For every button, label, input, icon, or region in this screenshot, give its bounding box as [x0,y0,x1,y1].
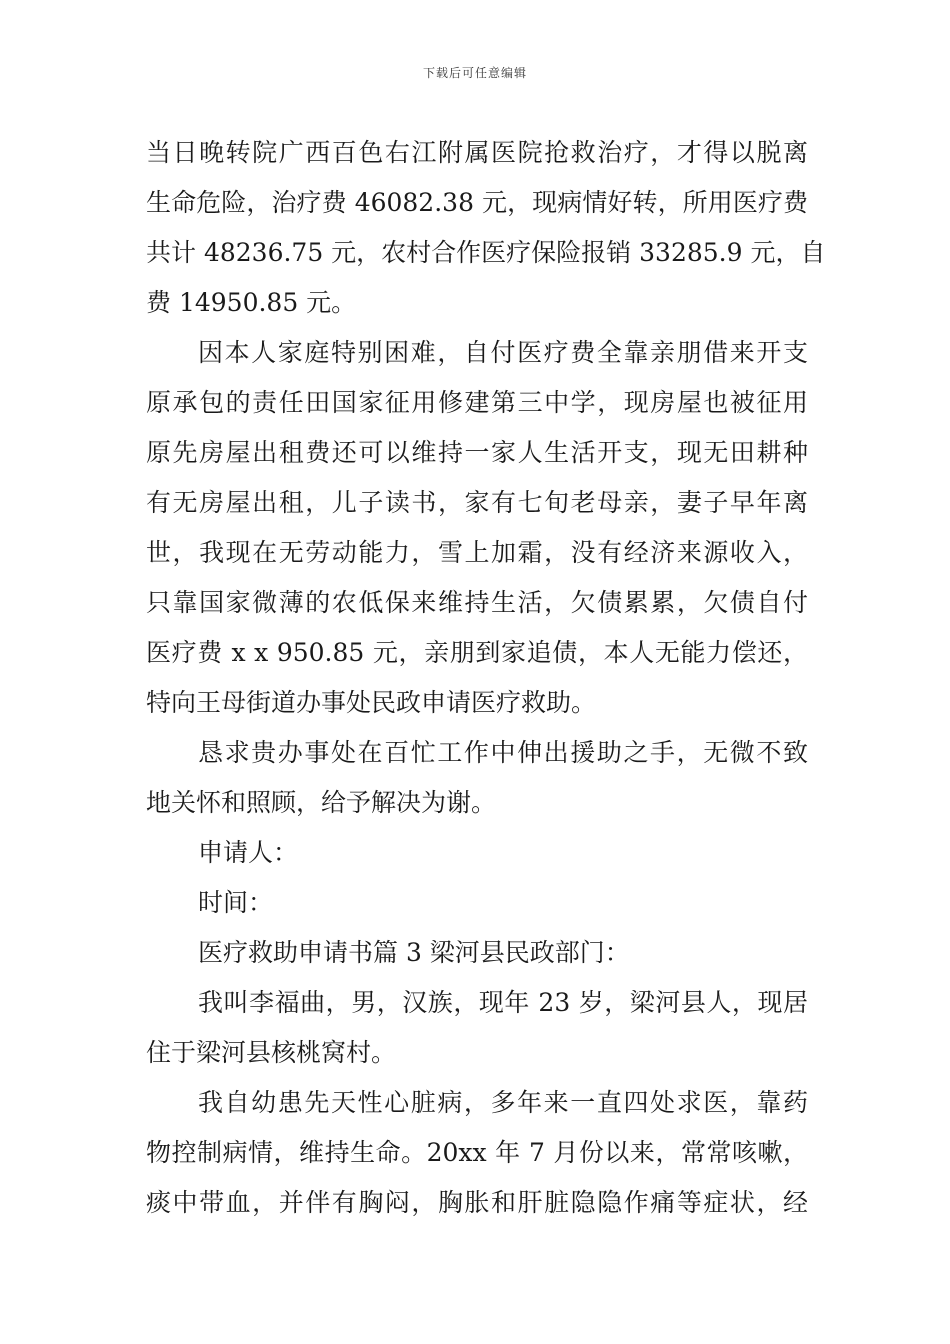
paragraph-line: 共计 48236.75 元，农村合作医疗保险报销 33285.9 元，自 [146,238,826,267]
paragraph-line: 特向王母街道办事处民政申请医疗救助。 [146,688,597,717]
paragraph-line: 物控制病情，维持生命。20xx 年 7 月份以来，常常咳嗽， [146,1138,808,1167]
time-label: 时间： [198,888,274,917]
document-body [146,128,826,1228]
paragraph-line: 当日晚转院广西百色右江附属医院抢救治疗，才得以脱离 [146,138,808,167]
paragraph-line: 有无房屋出租，儿子读书，家有七旬老母亲，妻子早年离 [146,488,808,517]
paragraph-line: 生命危险，治疗费 46082.38 元，现病情好转，所用医疗费 [146,188,808,217]
paragraph-line: 我叫李福曲，男，汉族，现年 23 岁，梁河县人，现居 [198,988,808,1017]
paragraph-4 [146,978,808,1078]
paragraph-1 [146,128,826,328]
paragraph-line: 痰中带血，并伴有胸闷，胸胀和肝脏隐隐作痛等症状，经 [146,1188,808,1217]
paragraph-line: 恳求贵办事处在百忙工作中伸出援助之手，无微不致 [198,738,808,767]
paragraph-line: 世，我现在无劳动能力，雪上加霜，没有经济来源收入， [146,538,808,567]
paragraph-line: 原先房屋出租费还可以维持一家人生活开支，现无田耕种 [146,438,808,467]
paragraph-line: 医疗费 x x 950.85 元，亲朋到家追债，本人无能力偿还， [146,638,808,667]
paragraph-5 [146,1078,808,1228]
paragraph-line: 我自幼患先天性心脏病，多年来一直四处求医，靠药 [198,1088,808,1117]
paragraph-line: 因本人家庭特别困难，自付医疗费全靠亲朋借来开支 [198,338,808,367]
applicant-label: 申请人： [198,838,299,867]
paragraph-line: 地关怀和照顾，给予解决为谢。 [146,788,497,817]
header-note: 下载后可任意编辑 [422,66,527,80]
paragraph-line: 原承包的责任田国家征用修建第三中学，现房屋也被征用 [146,388,808,417]
paragraph-line: 住于梁河县核桃窝村。 [146,1038,397,1067]
paragraph-2 [146,328,808,728]
paragraph-line: 费 14950.85 元。 [146,288,357,317]
section-title: 医疗救助申请书篇 3 梁河县民政部门： [198,938,630,967]
paragraph-line: 只靠国家微薄的农低保来维持生活，欠债累累，欠债自付 [146,588,808,617]
paragraph-3 [146,728,808,828]
